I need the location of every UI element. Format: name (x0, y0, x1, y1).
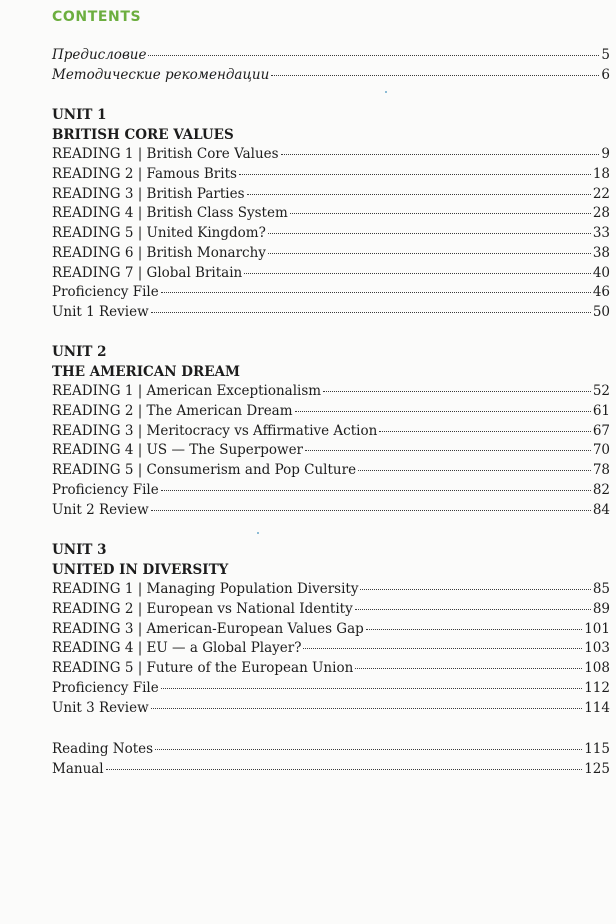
toc-entry-page: 38 (592, 244, 610, 261)
toc-entry-title: READING 3 | American-European Values Gap (52, 620, 364, 637)
toc-entry-page: 22 (592, 185, 610, 202)
toc-entry[interactable] (52, 639, 610, 659)
toc-entry-title: READING 5 | United Kingdom? (52, 225, 266, 242)
dot-leader (151, 707, 583, 709)
toc-entry-title: Unit 2 Review (52, 501, 149, 518)
dot-leader (161, 489, 591, 491)
toc-entry[interactable] (52, 600, 610, 620)
dot-leader (271, 74, 599, 76)
toc-entry-page: 67 (592, 422, 610, 439)
dot-leader (151, 509, 591, 511)
toc-entry[interactable] (52, 699, 610, 719)
contents-heading: CONTENTS (52, 9, 142, 25)
toc-entry-page: 125 (584, 760, 610, 777)
toc-entry-title: Proficiency File (52, 284, 159, 301)
toc-entry[interactable] (52, 501, 610, 521)
toc-entry-page: 112 (584, 679, 610, 696)
toc-entry[interactable] (52, 145, 610, 165)
toc-entry-title: READING 4 | British Class System (52, 205, 288, 222)
toc-entry-title: READING 1 | Managing Population Diversity (52, 581, 359, 598)
toc-entry[interactable] (52, 66, 610, 86)
toc-entry-page: 78 (592, 462, 610, 479)
toc-entry-title: READING 1 | American Exceptionalism (52, 383, 322, 400)
toc-entry[interactable] (52, 303, 610, 323)
toc-entry-page: 18 (592, 166, 610, 183)
appendix-section (52, 740, 610, 779)
toc-entry-title: READING 2 | European vs National Identity (52, 601, 353, 618)
toc-entry[interactable] (52, 382, 610, 402)
toc-entry[interactable] (52, 481, 610, 501)
toc-entry-page: 5 (601, 47, 610, 63)
toc-entry[interactable] (52, 264, 610, 284)
toc-entry-title: READING 1 | British Core Values (52, 146, 279, 163)
dot-leader (323, 390, 591, 392)
toc-entry-title: READING 7 | Global Britain (52, 264, 243, 281)
toc-entry-title: READING 2 | The American Dream (52, 403, 293, 420)
toc-entry-title: Unit 1 Review (52, 303, 149, 320)
dot-leader (358, 469, 591, 471)
toc-entry-title: Предисловие (52, 47, 147, 63)
toc-entry-title: Manual (52, 760, 104, 777)
toc-entry-title: READING 3 | Meritocracy vs Affirmative Action (52, 422, 378, 439)
toc-entry[interactable] (52, 422, 610, 442)
toc-entry[interactable] (52, 659, 610, 679)
dot-leader (161, 687, 583, 689)
toc-entry-title: READING 2 | Famous Brits (52, 166, 237, 183)
toc-entry[interactable] (52, 620, 610, 640)
unit-label: UNIT 2 (52, 344, 107, 360)
dot-leader (268, 252, 591, 254)
dot-leader (355, 608, 591, 610)
dot-leader (151, 311, 591, 313)
toc-entry-page: 52 (592, 383, 610, 400)
unit-label: UNIT 1 (52, 107, 107, 123)
toc-entry-page: 115 (584, 741, 610, 757)
toc-entry[interactable] (52, 441, 610, 461)
dot-leader (148, 54, 599, 56)
dot-leader (305, 449, 591, 451)
scan-speck (385, 91, 387, 93)
toc-entry-title: READING 4 | EU — a Global Player? (52, 640, 302, 657)
unit-1-section (52, 106, 610, 323)
dot-leader (244, 272, 591, 274)
toc-entry-title: Unit 3 Review (52, 699, 149, 716)
dot-leader (106, 768, 583, 770)
unit-2-section (52, 343, 610, 520)
toc-entry-page: 114 (584, 699, 610, 716)
toc-entry-title: READING 4 | US — The Superpower (52, 442, 304, 459)
toc-entry-title: READING 6 | British Monarchy (52, 244, 266, 261)
dot-leader (155, 748, 582, 750)
dot-leader (161, 291, 591, 293)
unit-title: BRITISH CORE VALUES (52, 126, 234, 143)
toc-entry[interactable] (52, 679, 610, 699)
toc-entry-page: 61 (592, 403, 610, 420)
dot-leader (355, 667, 582, 669)
unit-3-section (52, 541, 610, 718)
toc-entry-page: 28 (592, 205, 610, 222)
dot-leader (295, 410, 591, 412)
toc-entry-title: Proficiency File (52, 679, 159, 696)
toc-entry[interactable] (52, 244, 610, 264)
toc-entry-page: 33 (592, 225, 610, 242)
toc-entry[interactable] (52, 740, 610, 760)
toc-entry-page: 84 (592, 501, 610, 518)
toc-entry[interactable] (52, 165, 610, 185)
dot-leader (268, 232, 591, 234)
contents-page (52, 0, 612, 924)
toc-entry-page: 103 (584, 640, 610, 657)
toc-entry-title: Reading Notes (52, 741, 154, 757)
toc-entry-title: READING 3 | British Parties (52, 185, 245, 202)
toc-entry-page: 101 (584, 620, 610, 637)
toc-entry[interactable] (52, 46, 610, 66)
unit-label: UNIT 3 (52, 542, 107, 558)
toc-entry-title: Proficiency File (52, 481, 159, 498)
toc-entry-page: 82 (592, 481, 610, 498)
unit-title: THE AMERICAN DREAM (52, 363, 240, 380)
toc-entry-page: 108 (584, 660, 610, 677)
toc-entry-page: 6 (601, 66, 610, 83)
toc-entry[interactable] (52, 185, 610, 205)
toc-entry-page: 89 (592, 601, 610, 618)
dot-leader (247, 193, 591, 195)
dot-leader (239, 173, 591, 175)
toc-entry[interactable] (52, 283, 610, 303)
toc-entry-page: 40 (592, 264, 610, 281)
dot-leader (360, 588, 590, 590)
toc-entry-title: READING 5 | Consumerism and Pop Culture (52, 462, 357, 479)
toc-entry-page: 9 (601, 146, 610, 163)
toc-entry[interactable] (52, 580, 610, 600)
toc-entry-title: Методические рекомендации (52, 66, 270, 83)
toc-entry-title: READING 5 | Future of the European Union (52, 660, 354, 677)
toc-entry-page: 70 (592, 442, 610, 459)
toc-entry[interactable] (52, 224, 610, 244)
toc-entry-page: 85 (592, 581, 610, 598)
toc-entry[interactable] (52, 402, 610, 422)
dot-leader (303, 647, 582, 649)
toc-entry[interactable] (52, 760, 610, 780)
toc-entry[interactable] (52, 204, 610, 224)
toc-entry-page: 46 (592, 284, 610, 301)
preface-section (52, 46, 610, 85)
dot-leader (366, 628, 582, 630)
scan-speck (257, 532, 259, 534)
toc-entry-page: 50 (592, 303, 610, 320)
dot-leader (281, 153, 600, 155)
toc-entry[interactable] (52, 461, 610, 481)
dot-leader (379, 430, 591, 432)
dot-leader (290, 212, 591, 214)
unit-title: UNITED IN DIVERSITY (52, 561, 229, 578)
